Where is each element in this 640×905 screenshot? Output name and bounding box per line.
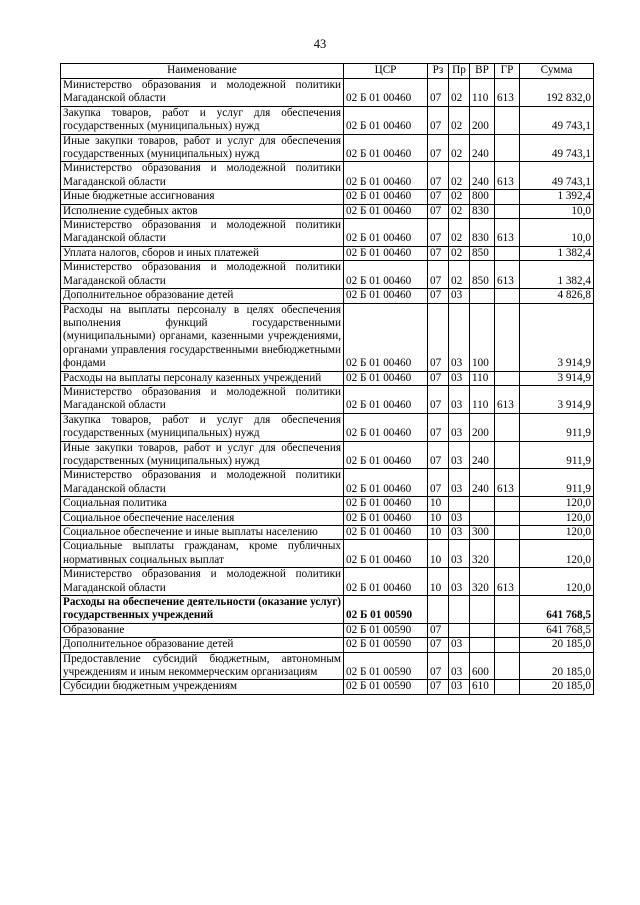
header-vr: ВР <box>470 64 495 79</box>
cell-name: Министерство образования и молодежной политики Магаданской области <box>61 261 344 289</box>
cell-csr: 02 Б 01 00460 <box>344 568 428 596</box>
budget-table <box>60 63 594 695</box>
cell-pr: 03 <box>449 413 470 441</box>
cell-sum: 20 185,0 <box>520 638 594 652</box>
cell-vr: 240 <box>470 469 495 497</box>
cell-vr: 200 <box>470 106 495 134</box>
table-row <box>61 623 594 637</box>
cell-rz: 07 <box>428 441 449 469</box>
table-row <box>61 680 594 694</box>
cell-csr: 02 Б 01 00460 <box>344 385 428 413</box>
cell-gr <box>495 106 520 134</box>
cell-vr: 200 <box>470 413 495 441</box>
cell-gr <box>495 134 520 162</box>
cell-sum: 641 768,5 <box>520 623 594 637</box>
cell-gr: 613 <box>495 385 520 413</box>
cell-pr: 02 <box>449 190 470 204</box>
cell-rz: 10 <box>428 568 449 596</box>
cell-pr: 03 <box>449 540 470 568</box>
cell-rz: 10 <box>428 540 449 568</box>
cell-pr: 02 <box>449 106 470 134</box>
cell-gr <box>495 526 520 540</box>
cell-gr: 613 <box>495 219 520 247</box>
cell-rz: 07 <box>428 385 449 413</box>
cell-sum: 641 768,5 <box>520 596 594 624</box>
table-row <box>61 134 594 162</box>
cell-rz: 07 <box>428 190 449 204</box>
cell-vr: 830 <box>470 219 495 247</box>
cell-gr <box>495 190 520 204</box>
cell-sum: 120,0 <box>520 568 594 596</box>
cell-gr <box>495 623 520 637</box>
table-row <box>61 162 594 190</box>
cell-gr <box>495 540 520 568</box>
cell-vr <box>470 596 495 624</box>
cell-csr: 02 Б 01 00460 <box>344 246 428 260</box>
table-row <box>61 469 594 497</box>
table-row <box>61 385 594 413</box>
cell-name: Образование <box>61 623 344 637</box>
cell-gr: 613 <box>495 469 520 497</box>
cell-gr <box>495 441 520 469</box>
cell-rz: 07 <box>428 623 449 637</box>
cell-csr: 02 Б 01 00590 <box>344 638 428 652</box>
cell-csr: 02 Б 01 00460 <box>344 289 428 303</box>
cell-rz: 07 <box>428 469 449 497</box>
cell-sum: 3 914,9 <box>520 303 594 371</box>
cell-name: Министерство образования и молодежной политики Магаданской области <box>61 79 344 107</box>
cell-vr: 300 <box>470 526 495 540</box>
table-row <box>61 638 594 652</box>
table-row <box>61 79 594 107</box>
cell-pr: 02 <box>449 246 470 260</box>
cell-sum: 3 914,9 <box>520 385 594 413</box>
cell-rz: 07 <box>428 638 449 652</box>
cell-gr <box>495 413 520 441</box>
cell-sum: 120,0 <box>520 540 594 568</box>
cell-vr: 240 <box>470 134 495 162</box>
cell-csr: 02 Б 01 00460 <box>344 469 428 497</box>
cell-csr: 02 Б 01 00460 <box>344 261 428 289</box>
cell-sum: 3 914,9 <box>520 371 594 385</box>
page-number: 43 <box>313 37 327 51</box>
cell-name: Дополнительное образование детей <box>61 289 344 303</box>
cell-vr: 110 <box>470 385 495 413</box>
cell-sum: 911,9 <box>520 441 594 469</box>
cell-csr: 02 Б 01 00460 <box>344 162 428 190</box>
header-gr: ГР <box>495 64 520 79</box>
cell-name: Исполнение судебных актов <box>61 204 344 218</box>
cell-csr: 02 Б 01 00460 <box>344 79 428 107</box>
cell-gr: 613 <box>495 568 520 596</box>
cell-csr: 02 Б 01 00460 <box>344 190 428 204</box>
cell-vr: 100 <box>470 303 495 371</box>
cell-csr: 02 Б 01 00590 <box>344 680 428 694</box>
cell-name: Расходы на выплаты персоналу казенных учреждений <box>61 371 344 385</box>
cell-vr <box>470 623 495 637</box>
cell-csr: 02 Б 01 00460 <box>344 413 428 441</box>
cell-rz: 07 <box>428 652 449 680</box>
cell-sum: 120,0 <box>520 497 594 511</box>
cell-gr <box>495 680 520 694</box>
cell-sum: 120,0 <box>520 526 594 540</box>
cell-rz: 07 <box>428 303 449 371</box>
cell-name: Субсидии бюджетным учреждениям <box>61 680 344 694</box>
cell-sum: 911,9 <box>520 413 594 441</box>
table-row <box>61 261 594 289</box>
cell-gr <box>495 289 520 303</box>
cell-pr: 03 <box>449 652 470 680</box>
cell-vr: 110 <box>470 79 495 107</box>
table-row <box>61 441 594 469</box>
table-row <box>61 497 594 511</box>
cell-gr: 613 <box>495 261 520 289</box>
cell-gr <box>495 303 520 371</box>
cell-name: Социальная политика <box>61 497 344 511</box>
cell-vr: 800 <box>470 190 495 204</box>
cell-gr: 613 <box>495 79 520 107</box>
table-row <box>61 568 594 596</box>
cell-name: Закупка товаров, работ и услуг для обеспечения государственных (муниципальных) нужд <box>61 413 344 441</box>
cell-vr <box>470 511 495 525</box>
cell-rz <box>428 596 449 624</box>
cell-name: Иные закупки товаров, работ и услуг для обеспечения государственных (муниципальных) нужд <box>61 441 344 469</box>
cell-name: Иные бюджетные ассигнования <box>61 190 344 204</box>
cell-sum: 1 382,4 <box>520 246 594 260</box>
cell-name: Министерство образования и молодежной политики Магаданской области <box>61 219 344 247</box>
cell-sum: 49 743,1 <box>520 134 594 162</box>
cell-gr <box>495 497 520 511</box>
table-row <box>61 526 594 540</box>
cell-vr: 850 <box>470 246 495 260</box>
cell-vr: 600 <box>470 652 495 680</box>
cell-name: Министерство образования и молодежной политики Магаданской области <box>61 469 344 497</box>
cell-vr: 320 <box>470 568 495 596</box>
cell-gr <box>495 652 520 680</box>
table-header-row <box>61 64 594 79</box>
cell-name: Министерство образования и молодежной политики Магаданской области <box>61 162 344 190</box>
cell-name: Закупка товаров, работ и услуг для обеспечения государственных (муниципальных) нужд <box>61 106 344 134</box>
table-row <box>61 190 594 204</box>
cell-pr <box>449 623 470 637</box>
cell-pr: 03 <box>449 385 470 413</box>
cell-name: Уплата налогов, сборов и иных платежей <box>61 246 344 260</box>
cell-rz: 07 <box>428 79 449 107</box>
cell-rz: 07 <box>428 204 449 218</box>
cell-sum: 49 743,1 <box>520 162 594 190</box>
table-row <box>61 596 594 624</box>
cell-name: Министерство образования и молодежной политики Магаданской области <box>61 568 344 596</box>
cell-gr <box>495 371 520 385</box>
header-name: Наименование <box>61 64 344 79</box>
cell-sum: 120,0 <box>520 511 594 525</box>
cell-pr: 02 <box>449 219 470 247</box>
cell-pr: 03 <box>449 303 470 371</box>
cell-pr: 03 <box>449 638 470 652</box>
cell-pr: 03 <box>449 371 470 385</box>
header-csr: ЦСР <box>344 64 428 79</box>
cell-name: Расходы на обеспечение деятельности (оказание услуг) государственных учреждений <box>61 596 344 624</box>
table-row <box>61 511 594 525</box>
cell-gr <box>495 246 520 260</box>
cell-sum: 20 185,0 <box>520 680 594 694</box>
cell-vr: 610 <box>470 680 495 694</box>
cell-pr: 02 <box>449 261 470 289</box>
header-sum: Сумма <box>520 64 594 79</box>
cell-csr: 02 Б 01 00590 <box>344 596 428 624</box>
cell-vr: 850 <box>470 261 495 289</box>
cell-sum: 20 185,0 <box>520 652 594 680</box>
header-pr: Пр <box>449 64 470 79</box>
table-row <box>61 303 594 371</box>
cell-pr <box>449 497 470 511</box>
cell-name: Расходы на выплаты персоналу в целях обеспечения выполнения функций государственными (муниципальными) органами, казенными учреждениями, органами управления государственными внебюджетными фондами <box>61 303 344 371</box>
cell-rz: 07 <box>428 134 449 162</box>
table-row <box>61 106 594 134</box>
cell-pr <box>449 596 470 624</box>
cell-pr: 03 <box>449 680 470 694</box>
cell-gr <box>495 638 520 652</box>
cell-name: Социальное обеспечение и иные выплаты населению <box>61 526 344 540</box>
cell-sum: 192 832,0 <box>520 79 594 107</box>
cell-csr: 02 Б 01 00460 <box>344 303 428 371</box>
cell-name: Предоставление субсидий бюджетным, автономным учреждениям и иным некоммерческим организациям <box>61 652 344 680</box>
table-body <box>61 79 594 695</box>
cell-csr: 02 Б 01 00460 <box>344 134 428 162</box>
cell-rz: 07 <box>428 289 449 303</box>
cell-sum: 1 382,4 <box>520 261 594 289</box>
cell-csr: 02 Б 01 00460 <box>344 540 428 568</box>
cell-rz: 07 <box>428 680 449 694</box>
table-row <box>61 540 594 568</box>
cell-gr <box>495 511 520 525</box>
cell-pr: 03 <box>449 289 470 303</box>
cell-gr <box>495 596 520 624</box>
cell-vr <box>470 289 495 303</box>
header-rz: Рз <box>428 64 449 79</box>
cell-csr: 02 Б 01 00460 <box>344 219 428 247</box>
cell-vr: 240 <box>470 162 495 190</box>
cell-rz: 07 <box>428 106 449 134</box>
cell-rz: 07 <box>428 162 449 190</box>
table-row <box>61 371 594 385</box>
cell-sum: 1 392,4 <box>520 190 594 204</box>
cell-pr: 02 <box>449 162 470 190</box>
cell-vr: 110 <box>470 371 495 385</box>
cell-vr: 830 <box>470 204 495 218</box>
cell-name: Иные закупки товаров, работ и услуг для обеспечения государственных (муниципальных) нужд <box>61 134 344 162</box>
cell-csr: 02 Б 01 00460 <box>344 371 428 385</box>
cell-vr: 240 <box>470 441 495 469</box>
table-row <box>61 219 594 247</box>
table-row <box>61 246 594 260</box>
cell-csr: 02 Б 01 00590 <box>344 623 428 637</box>
cell-rz: 10 <box>428 526 449 540</box>
cell-pr: 03 <box>449 511 470 525</box>
cell-pr: 02 <box>449 79 470 107</box>
cell-rz: 10 <box>428 511 449 525</box>
cell-csr: 02 Б 01 00460 <box>344 106 428 134</box>
table-row <box>61 204 594 218</box>
cell-gr <box>495 204 520 218</box>
cell-name: Социальное обеспечение населения <box>61 511 344 525</box>
cell-pr: 02 <box>449 134 470 162</box>
cell-pr: 03 <box>449 526 470 540</box>
cell-rz: 07 <box>428 371 449 385</box>
cell-rz: 07 <box>428 219 449 247</box>
cell-vr <box>470 638 495 652</box>
cell-csr: 02 Б 01 00460 <box>344 441 428 469</box>
cell-gr: 613 <box>495 162 520 190</box>
table-row <box>61 289 594 303</box>
cell-name: Дополнительное образование детей <box>61 638 344 652</box>
cell-sum: 49 743,1 <box>520 106 594 134</box>
cell-sum: 4 826,8 <box>520 289 594 303</box>
cell-csr: 02 Б 01 00460 <box>344 526 428 540</box>
cell-rz: 07 <box>428 246 449 260</box>
cell-vr <box>470 497 495 511</box>
cell-name: Социальные выплаты гражданам, кроме публичных нормативных социальных выплат <box>61 540 344 568</box>
cell-sum: 10,0 <box>520 219 594 247</box>
cell-name: Министерство образования и молодежной политики Магаданской области <box>61 385 344 413</box>
cell-pr: 03 <box>449 469 470 497</box>
cell-vr: 320 <box>470 540 495 568</box>
cell-rz: 07 <box>428 261 449 289</box>
cell-pr: 02 <box>449 204 470 218</box>
cell-sum: 10,0 <box>520 204 594 218</box>
cell-sum: 911,9 <box>520 469 594 497</box>
table-row <box>61 652 594 680</box>
table-row <box>61 413 594 441</box>
cell-rz: 10 <box>428 497 449 511</box>
cell-pr: 03 <box>449 441 470 469</box>
cell-csr: 02 Б 01 00460 <box>344 204 428 218</box>
cell-pr: 03 <box>449 568 470 596</box>
cell-csr: 02 Б 01 00460 <box>344 511 428 525</box>
cell-csr: 02 Б 01 00460 <box>344 497 428 511</box>
cell-rz: 07 <box>428 413 449 441</box>
cell-csr: 02 Б 01 00590 <box>344 652 428 680</box>
